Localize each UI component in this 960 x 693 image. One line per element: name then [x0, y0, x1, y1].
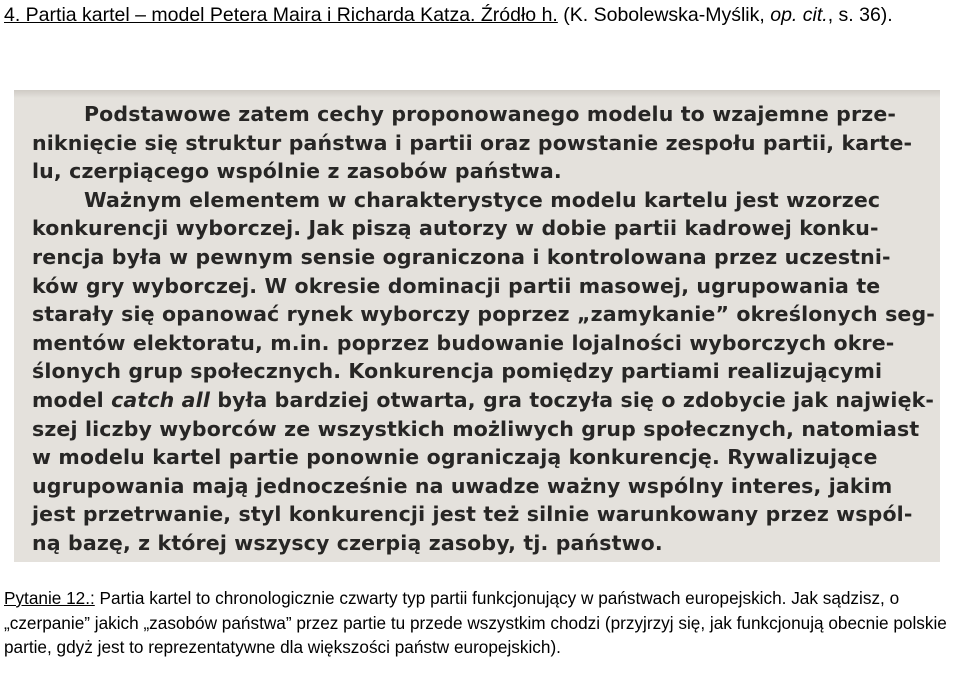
question-text: Partia kartel to chronologicznie czwarty typ partii funkcjonujący w państwach europejskich. Jak sądzisz, o „czerpanie” jakich „zasobów państwa” przez partie tu przede wszystkim chodzi (przyjrzyj się, jak funkcjonują obecnie polskie partie, gdyż jest to reprezentatywne dla większości państw europejskich). [4, 588, 947, 658]
scan-line: Podstawowe zatem cechy proponowanego modelu to wzajemne prze- [84, 102, 897, 126]
scan-line-italic: catch all [111, 387, 211, 412]
scan-line: ślonych grup społecznych. Konkurencja pomiędzy partiami realizującymi [32, 359, 883, 384]
scan-line: ną bazę, z której wszyscy czerpią zasoby, tj. państwo. [32, 530, 663, 555]
scan-line-start: model [32, 387, 104, 412]
scan-line: rencja była w pewnym sensie ograniczona i kontrolowana przez uczestni- [32, 244, 891, 269]
caption-source-open: (K. Sobolewska-Myślik, [557, 4, 771, 26]
question-block [4, 586, 958, 660]
question-colon: : [90, 588, 95, 608]
scan-line-end: była bardziej otwarta, gra toczyła się o zdobycie jak najwięk- [217, 387, 935, 412]
scan-line: w modelu kartel partie ponownie ograniczają konkurencję. Rywalizujące [32, 445, 878, 470]
question-label: Pytanie 12. [4, 588, 90, 608]
scan-line: Ważnym elementem w charakterystyce modelu kartelu jest wzorzec [84, 187, 881, 212]
scan-line [32, 386, 940, 415]
scan-text [32, 100, 940, 558]
scan-line: szej liczby wyborców ze wszystkich możliwych grup społecznych, natomiast [32, 416, 920, 441]
scan-line: jest przetrwanie, styl konkurencji jest też silnie warunkowany przez wspól- [32, 502, 913, 527]
scan-line: starały się opanować rynek wyborczy poprzez „zamykanie” określonych seg- [32, 302, 935, 327]
figure-caption [4, 3, 954, 27]
caption-title: 4. Partia kartel – model Petera Maira i Richarda Katza. Źródło h. [4, 4, 558, 26]
caption-source-close: , s. 36). [827, 4, 893, 26]
scan-line: lu, czerpiącego wspólnie z zasobów państwa. [32, 159, 562, 184]
scanned-book-excerpt [14, 90, 940, 562]
scan-line: ugrupowania mają jednocześnie na uwadze ważny wspólny interes, jakim [32, 473, 893, 498]
caption-op-cit: op. cit. [770, 4, 828, 26]
scan-line: konkurencji wyborczej. Jak piszą autorzy w dobie partii kadrowej konku- [32, 216, 879, 241]
scan-line: niknięcie się struktur państwa i partii oraz powstanie zespołu partii, karte- [32, 130, 913, 155]
scan-line: ków gry wyborczej. W okresie dominacji partii masowej, ugrupowania te [32, 273, 881, 298]
scan-line: mentów elektoratu, m.in. poprzez budowanie lojalności wyborczych okre- [32, 330, 895, 355]
scan-top-edge [14, 90, 940, 98]
